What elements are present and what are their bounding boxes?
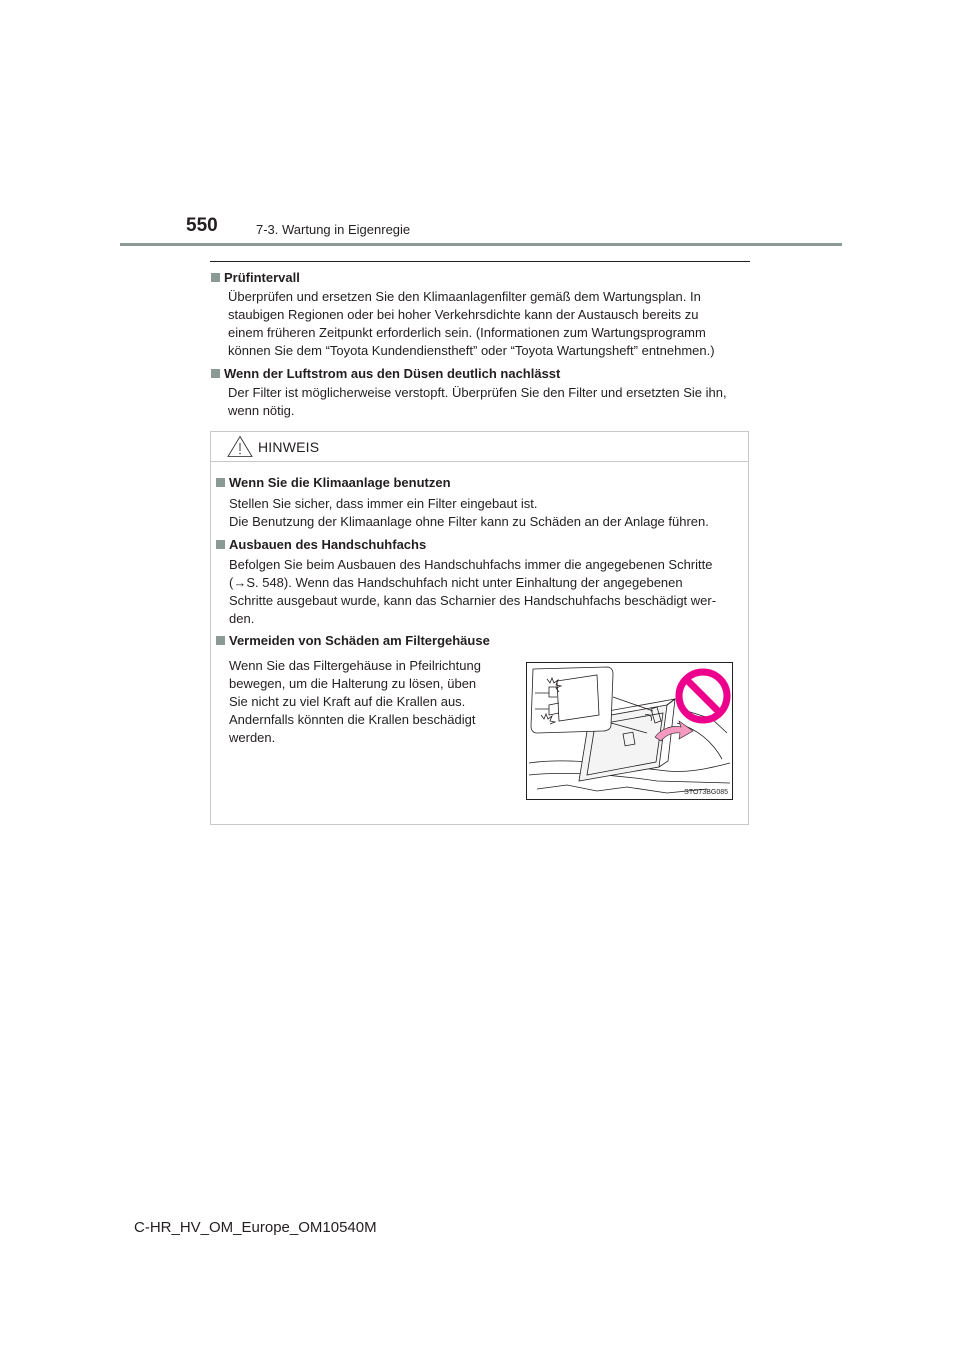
text-line: Überprüfen und ersetzen Sie den Klimaanlagenfilter gemäß dem Wartungsplan. In: [228, 289, 701, 304]
text-line: können Sie dem “Toyota Kundendienstheft” oder “Toyota Wartungsheft” entnehmen.): [228, 343, 715, 358]
notice-heading-filtergehaeuse: Vermeiden von Schäden am Filtergehäuse: [216, 633, 490, 648]
notice-title: HINWEIS: [258, 439, 320, 455]
text-line: Sie nicht zu viel Kraft auf die Krallen aus.: [229, 694, 466, 709]
bullet-square-icon: [211, 273, 220, 282]
bullet-square-icon: [216, 636, 225, 645]
bullet-square-icon: [216, 478, 225, 487]
text-line: Wenn Sie das Filtergehäuse in Pfeilrichtung: [229, 658, 481, 673]
document-id: C-HR_HV_OM_Europe_OM10540M: [134, 1219, 377, 1236]
section-heading-pruefintervall: Prüfintervall: [211, 270, 300, 285]
text-line: Die Benutzung der Klimaanlage ohne Filter kann zu Schäden an der Anlage führen.: [229, 514, 709, 529]
section-heading-luftstrom: Wenn der Luftstrom aus den Düsen deutlich nachlässt: [211, 366, 560, 381]
text-line: bewegen, um die Halterung zu lösen, üben: [229, 676, 477, 691]
text-line: werden.: [229, 730, 276, 745]
content-divider: [210, 261, 750, 262]
text-line: einem früheren Zeitpunkt erforderlich sein. (Informationen zum Wartungsprogramm: [228, 325, 706, 340]
notice-heading-klimaanlage: Wenn Sie die Klimaanlage benutzen: [216, 475, 451, 490]
warning-triangle-icon: [227, 435, 253, 458]
text-line: Stellen Sie sicher, dass immer ein Filter eingebaut ist.: [229, 496, 538, 511]
notice-body-handschuhfach: [229, 556, 741, 628]
bullet-square-icon: [211, 369, 220, 378]
text-line: Der Filter ist möglicherweise verstopft. Überprüfen Sie den Filter und ersetzten Sie ihn,: [228, 385, 727, 400]
text-line: Schritte ausgebaut wurde, kann das Scharnier des Handschuhfachs beschädigt wer-: [229, 593, 717, 608]
text-line: wenn nötig.: [228, 403, 295, 418]
notice-header: [211, 432, 748, 462]
text-line: staubigen Regionen oder bei hoher Verkehrsdichte kann der Austausch bereits zu: [228, 307, 699, 322]
text-line: Andernfalls könnten die Krallen beschädigt: [229, 712, 476, 727]
prohibition-icon: [679, 672, 727, 720]
notice-body-klimaanlage: [229, 495, 741, 531]
notice-body-filtergehaeuse: [229, 657, 508, 747]
filter-housing-illustration: [526, 662, 733, 800]
text-line: (→S. 548). Wenn das Handschuhfach nicht unter Einhaltung der angegebenen: [229, 575, 683, 590]
text-line: den.: [229, 611, 255, 626]
notice-box: [210, 431, 749, 825]
header-divider: [120, 243, 842, 246]
filter-housing-drawing: [527, 663, 732, 799]
notice-heading-handschuhfach: Ausbauen des Handschuhfachs: [216, 537, 426, 552]
bullet-square-icon: [216, 540, 225, 549]
figure-code: STO73BG085: [684, 789, 728, 796]
section-body-pruefintervall: [228, 288, 744, 360]
section-body-luftstrom: [228, 384, 744, 420]
page-number: 550: [186, 215, 218, 236]
text-line: Befolgen Sie beim Ausbauen des Handschuhfachs immer die angegebenen Schritte: [229, 557, 713, 572]
section-title: 7-3. Wartung in Eigenregie: [256, 222, 411, 237]
